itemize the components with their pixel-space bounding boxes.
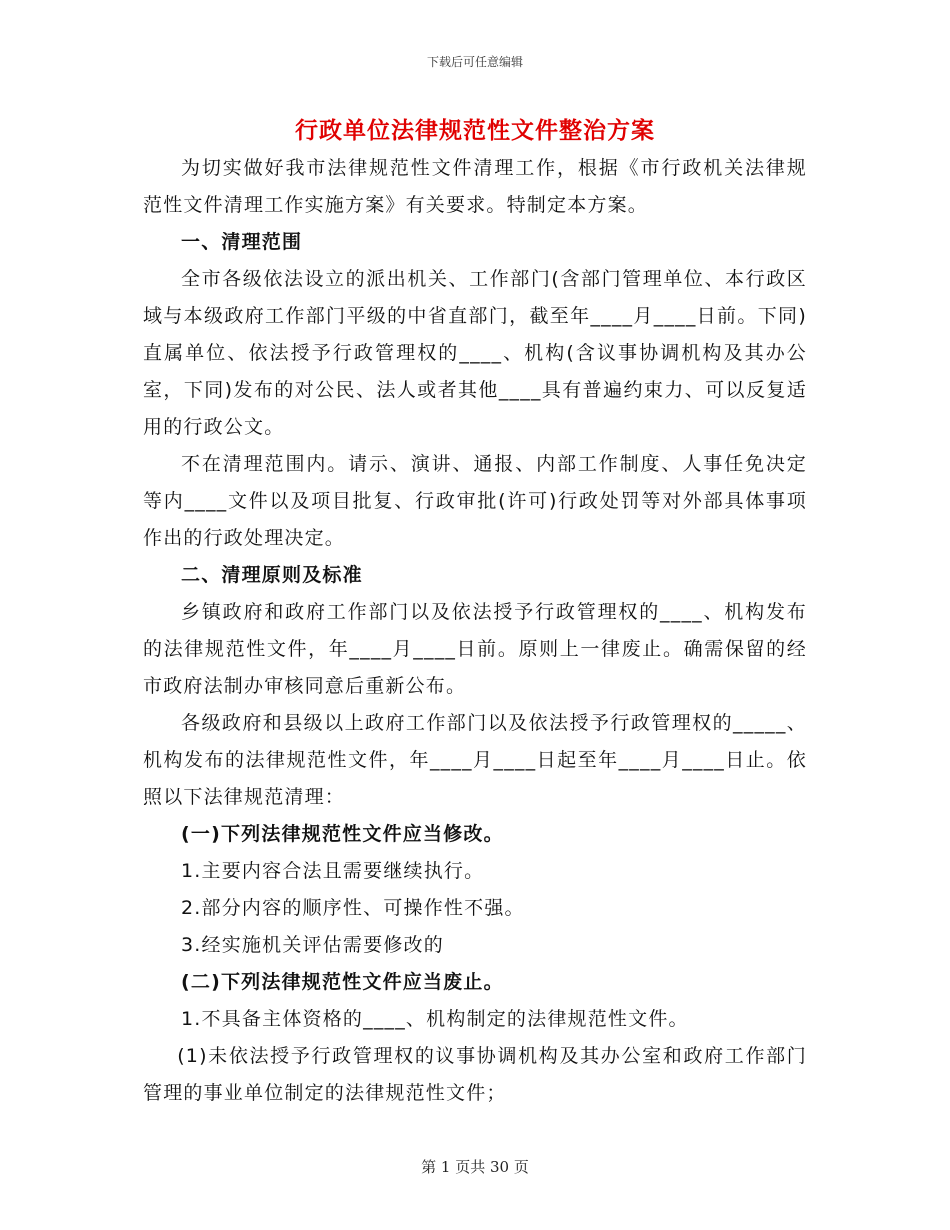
- document-title: 行政单位法律规范性文件整治方案: [295, 118, 655, 144]
- township-paragraph: 乡镇政府和政府工作部门以及依法授予行政管理权的____、机构发布的法律规范性文件，年____月____日前。原则上一律废止。确需保留的经市政府法制办审核同意后重新公布。: [143, 601, 807, 697]
- subheading-amend: (一)下列法律规范性文件应当修改。: [181, 823, 504, 845]
- county-paragraph: 各级政府和县级以上政府工作部门以及依法授予行政管理权的_____、机构发布的法律规范性文件，年____月____日起至年____月____日止。依照以下法律规范清理：: [143, 712, 807, 808]
- exclusion-paragraph: 不在清理范围内。请示、演讲、通报、内部工作制度、人事任免决定等内____文件以及项目批复、行政审批(许可)行政处罚等对外部具体事项作出的行政处理决定。: [143, 453, 807, 549]
- list-item: 2.部分内容的顺序性、可操作性不强。: [181, 897, 525, 919]
- section-heading-principles: 二、清理原则及标准: [181, 564, 363, 586]
- page-header-note: 下载后可任意编辑: [426, 55, 523, 69]
- document-body: [143, 150, 807, 1112]
- list-item: 3.经实施机关评估需要修改的: [181, 934, 444, 956]
- page-number: 第 1 页共 30 页: [421, 1158, 529, 1176]
- scope-paragraph: 全市各级依法设立的派出机关、工作部门(含部门管理单位、本行政区域与本级政府工作部门平级的中省直部门，截至年____月____日前。下同)直属单位、依法授予行政管理权的____、机构(含议事协调机构及其办公室，下同)发布的对公民、法人或者其他____具有普遍约束力、可以反复适用的行政公文。: [143, 268, 807, 438]
- section-heading-scope: 一、清理范围: [181, 231, 303, 253]
- list-item: (1)未依法授予行政管理权的议事协调机构及其办公室和政府工作部门管理的事业单位制定的法律规范性文件；: [143, 1045, 807, 1104]
- intro-paragraph: 为切实做好我市法律规范性文件清理工作，根据《市行政机关法律规范性文件清理工作实施方案》有关要求。特制定本方案。: [143, 157, 807, 216]
- subheading-repeal: (二)下列法律规范性文件应当废止。: [181, 971, 504, 993]
- list-item: 1.不具备主体资格的____、机构制定的法律规范性文件。: [181, 1008, 689, 1030]
- list-item: 1.主要内容合法且需要继续执行。: [181, 860, 485, 882]
